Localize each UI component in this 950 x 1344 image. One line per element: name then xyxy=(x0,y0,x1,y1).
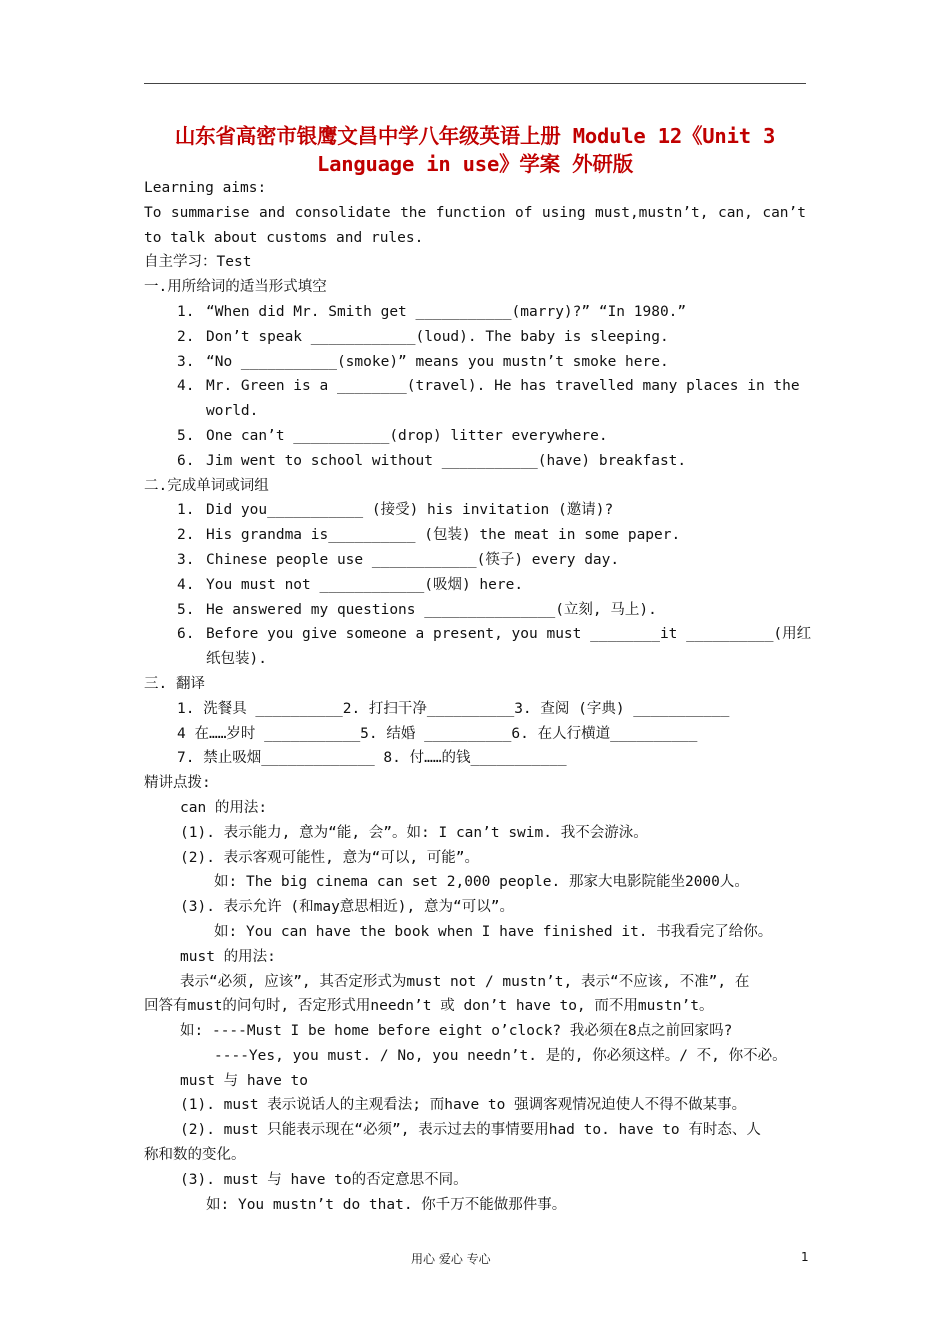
exercise-item: 5. He answered my questions _______________(立刻, 马上). xyxy=(177,601,657,618)
must-have-to-point-3: (3). must 与 have to的否定意思不同。 xyxy=(180,1171,468,1188)
must-have-to-point-2-cont: 称和数的变化。 xyxy=(144,1147,246,1164)
exercise-item: 1. “When did Mr. Smith get ___________(marry)?” “In 1980.” xyxy=(177,303,687,320)
must-point-line-2: 回答有must的问句时, 否定形式用needn’t 或 don’t have to, 而不用mustn’t。 xyxy=(144,998,714,1015)
document-body xyxy=(144,176,812,1217)
must-title: must 的用法: xyxy=(180,948,276,965)
exercise-item: 纸包装). xyxy=(206,651,267,668)
exercise-item: 6. Jim went to school without ___________(have) breakfast. xyxy=(177,452,687,469)
exercise-item: 5. One can’t ___________(drop) litter everywhere. xyxy=(177,427,608,444)
exercise-item: 4. You must not ____________(吸烟) here. xyxy=(177,576,524,593)
can-example-2: 如: The big cinema can set 2,000 people. 那家大电影院能坐2000人。 xyxy=(214,874,749,891)
aims-line-1: To summarise and consolidate the function of using must,mustn’t, can, can’t xyxy=(144,204,806,221)
translation-row: 7. 禁止吸烟_____________ 8. 付……的钱___________ xyxy=(177,750,567,767)
exercise-item: 6. Before you give someone a present, you must ________it __________(用红 xyxy=(177,626,812,643)
exercise-item: 4. Mr. Green is a ________(travel). He has travelled many places in the xyxy=(177,378,800,395)
document-title xyxy=(144,122,806,178)
exercise-item: 2. Don’t speak ____________(loud). The baby is sleeping. xyxy=(177,328,669,345)
title-line-1: 山东省高密市银鹰文昌中学八年级英语上册 Module 12《Unit 3 xyxy=(174,124,776,148)
section2-heading: 二.完成单词或词组 xyxy=(144,477,269,494)
can-example-3: 如: You can have the book when I have finished it. 书我看完了给你。 xyxy=(214,923,773,940)
can-title: can 的用法: xyxy=(180,799,268,816)
footer-motto: 用心 爱心 专心 xyxy=(411,1252,491,1266)
translation-row: 4 在……岁时 ___________5. 结婚 __________6. 在人行横道__________ xyxy=(177,725,698,742)
exercise-item: 1. Did you___________ (接受) his invitation (邀请)? xyxy=(177,502,614,519)
title-line-2: Language in use》学案 外研版 xyxy=(316,152,634,176)
aims-line-2: to talk about customs and rules. xyxy=(144,229,424,246)
explain-heading: 精讲点拨: xyxy=(144,775,211,792)
can-point-3: (3). 表示允许 (和may意思相近), 意为“可以”。 xyxy=(180,899,514,916)
exercise-item: world. xyxy=(206,403,259,420)
page-number: 1 xyxy=(801,1250,809,1264)
must-have-to-title: must 与 have to xyxy=(180,1072,308,1089)
must-example-1: 如: ----Must I be home before eight o’clock? 我必须在8点之前回家吗? xyxy=(180,1023,733,1040)
must-have-to-point-2: (2). must 只能表示现在“必须”, 表示过去的事情要用had to. have to 有时态、人 xyxy=(180,1122,761,1139)
section3-heading: 三. 翻译 xyxy=(144,675,205,692)
must-have-to-example: 如: You mustn’t do that. 你千万不能做那件事。 xyxy=(206,1196,567,1213)
translation-row: 1. 洗餐具 __________2. 打扫干净__________3. 查阅 (字典) ___________ xyxy=(177,700,730,717)
must-point-line-1: 表示“必须, 应该”, 其否定形式为must not / mustn’t, 表示“不应该, 不准”, 在 xyxy=(180,973,750,990)
exercise-item: 3. “No ___________(smoke)” means you mustn’t smoke here. xyxy=(177,353,669,370)
exercise-item: 2. His grandma is__________ (包装) the meat in some paper. xyxy=(177,527,681,544)
can-point-1: (1). 表示能力, 意为“能, 会”。如: I can’t swim. 我不会游泳。 xyxy=(180,824,648,841)
can-point-2: (2). 表示客观可能性, 意为“可以, 可能”。 xyxy=(180,849,480,866)
exercise-item: 3. Chinese people use ____________(筷子) every day. xyxy=(177,551,620,568)
aims-label: Learning aims: xyxy=(144,180,267,196)
self-study-label: 自主学习：Test xyxy=(144,254,252,271)
header-rule xyxy=(144,83,806,84)
must-example-2: ----Yes, you must. / No, you needn’t. 是的, 你必须这样。/ 不, 你不必。 xyxy=(214,1047,787,1064)
section1-heading: 一.用所给词的适当形式填空 xyxy=(144,279,327,296)
must-have-to-point-1: (1). must 表示说话人的主观看法; 而have to 强调客观情况迫使人不得不做某事。 xyxy=(180,1097,747,1114)
